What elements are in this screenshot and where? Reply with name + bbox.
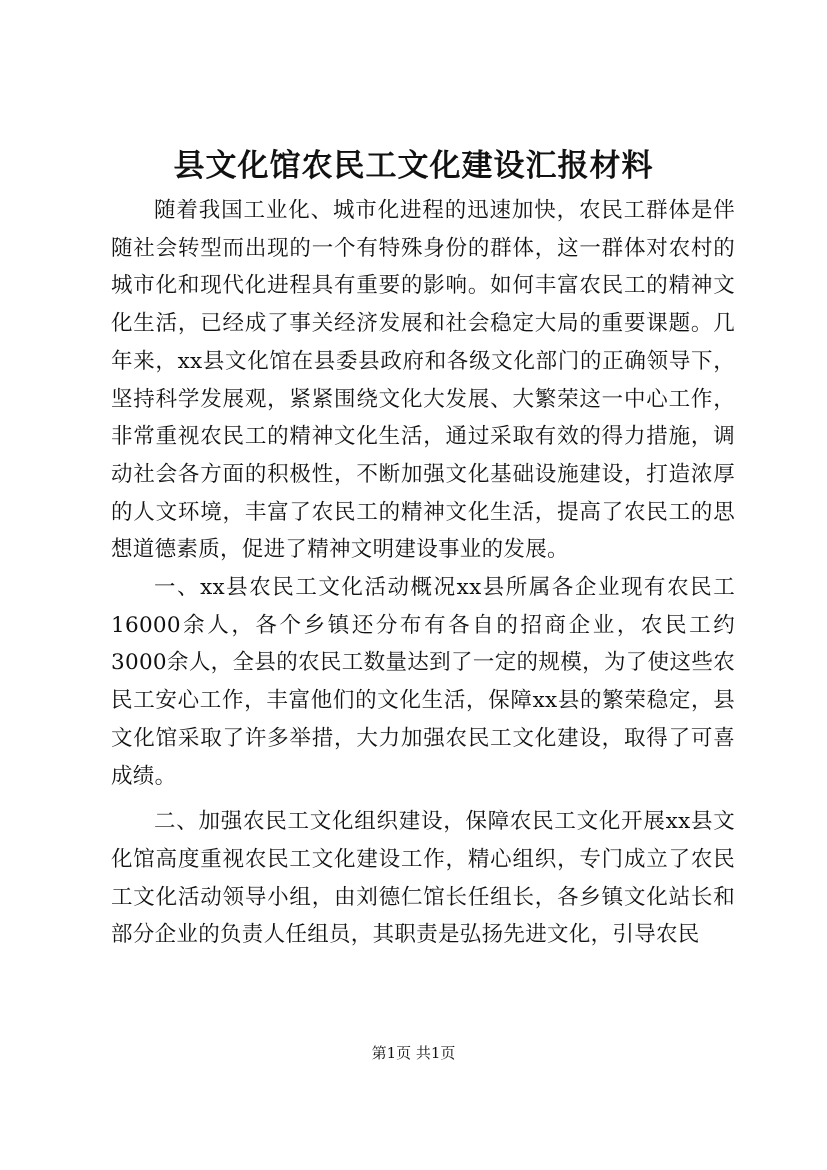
document-title: 县文化馆农民工文化建设汇报材料 [173,148,654,184]
paragraph-section-1: 一、xx县农民工文化活动概况xx县所属各企业现有农民工16000余人，各个乡镇还分布有各自的招商企业，农民工约3000余人，全县的农民工数量达到了一定的规模，为了使这些农民工安心工作，丰富他们的文化生活，保障xx县的繁荣稳定，县文化馆采取了许多举措，大力加强农民工文化建设，取得了可喜成绩。 [111,575,735,789]
page-number-footer: 第1页 共1页 [371,1044,456,1062]
paragraph-intro: 随着我国工业化、城市化进程的迅速加快，农民工群体是伴随社会转型而出现的一个有特殊身份的群体，这一群体对农村的城市化和现代化进程具有重要的影响。如何丰富农民工的精神文化生活，已经成了事关经济发展和社会稳定大局的重要课题。几年来，xx县文化馆在县委县政府和各级文化部门的正确领导下，坚持科学发展观，紧紧围绕文化大发展、大繁荣这一中心工作，非常重视农民工的精神文化生活，通过采取有效的得力措施，调动社会各方面的积极性，不断加强文化基础设施建设，打造浓厚的人文环境，丰富了农民工的精神文化生活，提高了农民工的思想道德素质，促进了精神文明建设事业的发展。 [111,198,735,563]
document-body [111,192,735,954]
paragraph-section-2: 二、加强农民工文化组织建设，保障农民工文化开展xx县文化馆高度重视农民工文化建设工作，精心组织，专门成立了农民工文化活动领导小组，由刘德仁馆长任组长，各乡镇文化站长和部分企业的负责人任组员，其职责是弘扬先进文化，引导农民 [111,809,735,948]
